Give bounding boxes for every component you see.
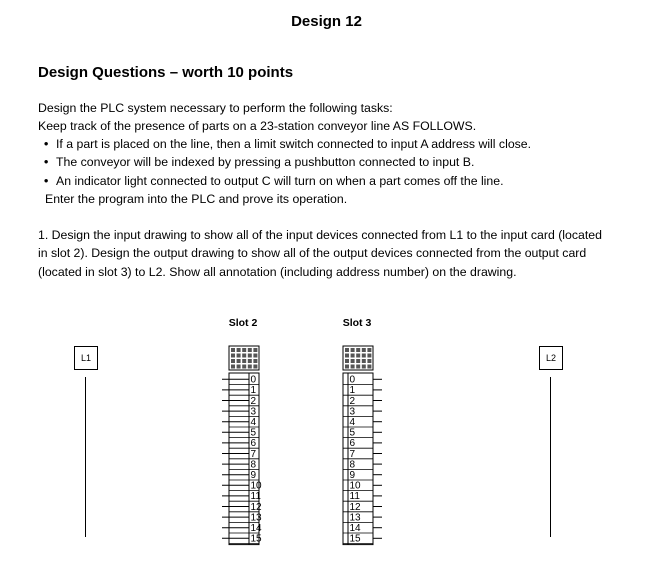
led-indicator bbox=[237, 365, 241, 369]
terminal-number: 15 bbox=[349, 533, 361, 545]
led-indicator bbox=[351, 354, 355, 358]
terminal-number: 11 bbox=[250, 491, 261, 503]
closing-text: Enter the program into the PLC and prove its operation. bbox=[45, 192, 348, 206]
led-indicator bbox=[237, 348, 241, 352]
led-indicator bbox=[367, 359, 371, 363]
terminal-number: 3 bbox=[349, 406, 356, 418]
led-indicator bbox=[248, 354, 252, 358]
terminal-number: 13 bbox=[349, 512, 361, 524]
terminal-number: 11 bbox=[349, 491, 360, 503]
led-indicator bbox=[345, 359, 349, 363]
terminal-number: 0 bbox=[250, 374, 257, 386]
terminal-number: 14 bbox=[349, 523, 361, 534]
led-indicator bbox=[231, 359, 235, 363]
terminal-number: 12 bbox=[349, 501, 361, 513]
led-indicator bbox=[231, 354, 235, 358]
slot-3-label: Slot 3 bbox=[342, 317, 372, 329]
led-indicator bbox=[253, 348, 257, 352]
led-indicator bbox=[248, 365, 252, 369]
led-indicator bbox=[345, 354, 349, 358]
led-indicator bbox=[237, 354, 241, 358]
led-indicator bbox=[345, 365, 349, 369]
led-indicator bbox=[231, 348, 235, 352]
led-indicator bbox=[351, 365, 355, 369]
led-indicator bbox=[253, 359, 257, 363]
slot-2-input-card bbox=[222, 345, 268, 547]
terminal-number: 7 bbox=[349, 448, 356, 460]
led-indicator bbox=[351, 348, 355, 352]
terminal-number: 6 bbox=[349, 438, 356, 450]
led-indicator bbox=[356, 359, 360, 363]
led-indicator bbox=[362, 354, 366, 358]
led-indicator bbox=[356, 348, 360, 352]
task-item: • An indicator light connected to output C will turn on when a part comes off the line. bbox=[44, 172, 531, 190]
led-indicator bbox=[362, 348, 366, 352]
terminal-number: 3 bbox=[250, 406, 257, 418]
led-indicator bbox=[253, 354, 257, 358]
task-list bbox=[44, 135, 531, 190]
l1-box: L1 bbox=[74, 346, 98, 370]
intro-text bbox=[38, 99, 476, 136]
led-indicator bbox=[237, 359, 241, 363]
led-indicator bbox=[351, 359, 355, 363]
page-title: Design 12 bbox=[291, 13, 362, 30]
slot-3-output-card bbox=[336, 345, 382, 547]
terminal-number: 2 bbox=[250, 395, 257, 407]
led-indicator bbox=[248, 348, 252, 352]
led-indicator bbox=[242, 365, 246, 369]
terminal-number: 1 bbox=[349, 385, 356, 397]
task-item: • The conveyor will be indexed by pressing a pushbutton connected to input B. bbox=[44, 153, 531, 171]
terminal-number: 9 bbox=[349, 470, 356, 481]
slot-2-label: Slot 2 bbox=[228, 317, 258, 329]
terminal-number: 8 bbox=[250, 459, 257, 471]
terminal-number: 1 bbox=[250, 385, 257, 397]
led-indicator bbox=[367, 348, 371, 352]
led-indicator bbox=[231, 365, 235, 369]
terminal-number: 2 bbox=[349, 395, 356, 407]
l1-rail bbox=[85, 377, 86, 537]
terminal-number: 13 bbox=[250, 512, 262, 524]
led-indicator bbox=[242, 354, 246, 358]
led-indicator bbox=[362, 365, 366, 369]
intro-line-1: Design the PLC system necessary to perform the following tasks: bbox=[38, 101, 393, 115]
terminal-number: 9 bbox=[250, 470, 257, 481]
led-indicator bbox=[253, 365, 257, 369]
led-indicator bbox=[367, 365, 371, 369]
terminal-number: 14 bbox=[250, 523, 262, 534]
led-indicator bbox=[242, 359, 246, 363]
l2-box: L2 bbox=[539, 346, 563, 370]
terminal-number: 4 bbox=[349, 417, 356, 428]
led-indicator bbox=[367, 354, 371, 358]
terminal-number: 0 bbox=[349, 374, 356, 386]
terminal-number: 7 bbox=[250, 448, 257, 460]
task-item: • If a part is placed on the line, then a limit switch connected to input A address will close. bbox=[44, 135, 531, 153]
intro-line-2: Keep track of the presence of parts on a 23-station conveyor line AS FOLLOWS. bbox=[38, 119, 477, 134]
terminal-number: 5 bbox=[349, 427, 356, 439]
terminal-number: 15 bbox=[250, 533, 262, 545]
led-indicator bbox=[356, 365, 360, 369]
led-indicator bbox=[362, 359, 366, 363]
section-heading: Design Questions – worth 10 points bbox=[38, 64, 294, 81]
led-indicator bbox=[242, 348, 246, 352]
terminal-number: 12 bbox=[250, 501, 262, 513]
led-indicator bbox=[356, 354, 360, 358]
l2-rail bbox=[550, 377, 551, 537]
terminal-number: 6 bbox=[250, 438, 257, 450]
led-indicator bbox=[345, 348, 349, 352]
question-1: 1. Design the input drawing to show all of the input devices connected from L1 to the input card (located in slot 2). Design the output drawing to show all of the output devices connected from the output card (located in slot 3) to L2. Show all annotation (including address number) on the drawing. bbox=[38, 228, 602, 279]
terminal-number: 5 bbox=[250, 427, 257, 439]
terminal-number: 10 bbox=[349, 480, 361, 492]
terminal-number: 4 bbox=[250, 417, 257, 428]
terminal-number: 8 bbox=[349, 459, 356, 471]
led-indicator bbox=[248, 359, 252, 363]
terminal-number: 10 bbox=[250, 480, 262, 492]
